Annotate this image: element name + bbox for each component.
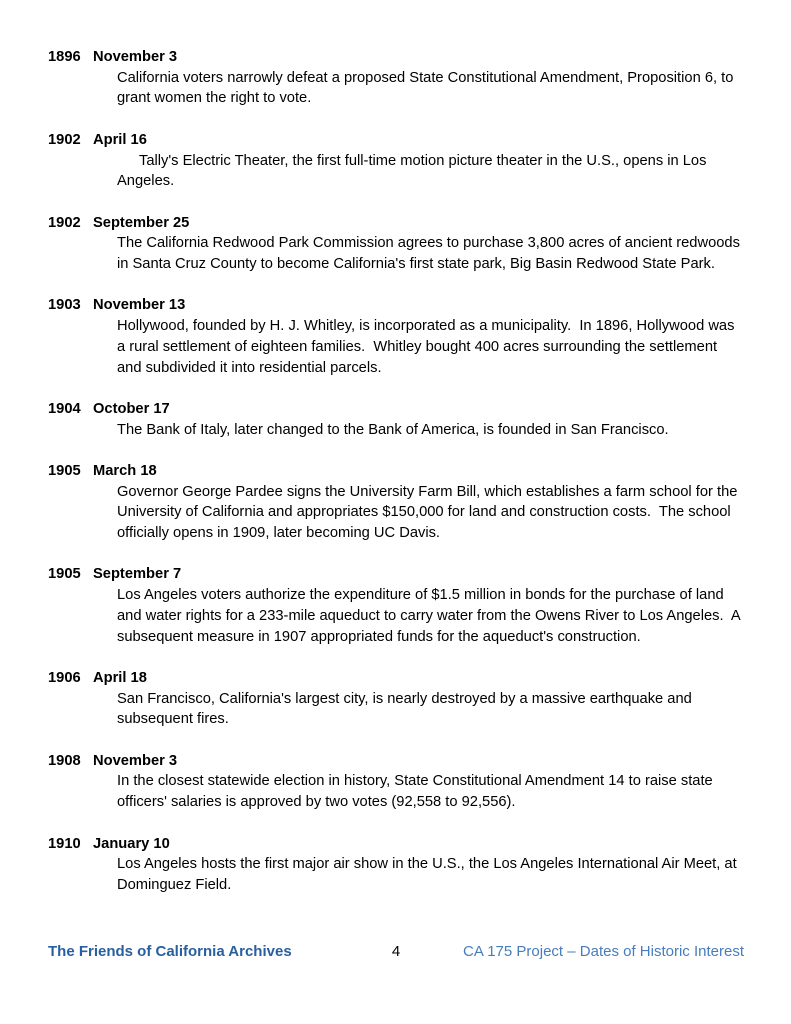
entry-date: November 13 [93, 297, 186, 314]
entry-date: March 18 [93, 462, 157, 479]
entry-date: April 16 [93, 131, 147, 148]
entry-date: January 10 [93, 835, 170, 852]
entry-heading [48, 130, 744, 151]
timeline-entry [48, 399, 744, 440]
entry-heading [48, 47, 744, 68]
entry-description: San Francisco, California's largest city, is nearly destroyed by a massive earthquake and subsequent fires. [117, 690, 696, 728]
entry-description: Los Angeles hosts the first major air show in the U.S., the Los Angeles International Air Meet, at Dominguez Field. [117, 856, 741, 893]
page-number: 4 [391, 943, 401, 960]
timeline-entry [48, 47, 744, 109]
footer-project-title: CA 175 Project – Dates of Historic Interest [463, 943, 744, 960]
entry-description: California voters narrowly defeat a proposed State Constitutional Amendment, Proposition 6, to grant women the right to vote. [117, 69, 738, 107]
entry-description: The Bank of Italy, later changed to the Bank of America, is founded in San Francisco. [117, 421, 669, 438]
timeline-entry [48, 461, 744, 544]
entry-date: November 3 [93, 752, 178, 769]
timeline-entry [48, 668, 744, 730]
entry-year: 1903 [48, 297, 81, 314]
timeline-entry [48, 564, 744, 647]
footer-organization: The Friends of California Archives [48, 943, 292, 960]
entry-heading [48, 295, 744, 316]
entry-description: Governor George Pardee signs the University Farm Bill, which establishes a farm school for the University of California and appropriates $150,000 for land and construction costs. The school officially opens in 1909, later becoming UC Davis. [117, 483, 742, 542]
entry-description: The California Redwood Park Commission agrees to purchase 3,800 acres of ancient redwoods in Santa Cruz County to become California's first state park, Big Basin Redwood State Park. [117, 235, 745, 272]
entry-year: 1902 [48, 131, 81, 148]
timeline-entry [48, 834, 744, 896]
entry-year: 1906 [48, 669, 81, 686]
entry-year: 1908 [48, 752, 81, 769]
entry-year: 1896 [48, 49, 81, 65]
timeline-entry [48, 130, 744, 192]
entry-date: April 18 [93, 669, 147, 686]
entry-heading [48, 834, 744, 855]
entry-heading [48, 213, 744, 234]
entry-description: In the closest statewide election in history, State Constitutional Amendment 14 to raise state officers' salaries is approved by two votes (92,558 to 92,556). [117, 773, 717, 811]
entry-heading [48, 751, 744, 772]
entry-date: November 3 [93, 49, 178, 65]
page-footer [48, 942, 744, 963]
entry-heading [48, 668, 744, 689]
timeline-entry [48, 213, 744, 275]
entry-heading [48, 399, 744, 420]
timeline-entry [48, 751, 744, 813]
entry-year: 1905 [48, 462, 81, 479]
entry-year: 1902 [48, 214, 81, 231]
entry-date: October 17 [93, 400, 170, 417]
entry-year: 1905 [48, 566, 81, 583]
entry-date: September 25 [93, 214, 190, 231]
entry-description: Hollywood, founded by H. J. Whitley, is incorporated as a municipality. In 1896, Hollywood was a rural settlement of eighteen families. Whitley bought 400 acres surrounding the settlement and subdivided it into residential parcels. [117, 318, 739, 376]
entry-heading [48, 564, 744, 585]
entry-date: September 7 [93, 566, 182, 583]
entry-heading [48, 461, 744, 482]
entry-year: 1910 [48, 835, 81, 852]
timeline-entry [48, 295, 744, 378]
timeline-content [48, 47, 744, 916]
entry-description: Los Angeles voters authorize the expenditure of $1.5 million in bonds for the purchase of land and water rights for a 233-mile aqueduct to carry water from the Owens River to Los Angeles. A subsequent measure in 1907 appropriated funds for the aqueduct's construction. [117, 587, 744, 645]
entry-year: 1904 [48, 400, 81, 417]
entry-description: Tally's Electric Theater, the first full-time motion picture theater in the U.S., opens in Los Angeles. [117, 152, 710, 190]
